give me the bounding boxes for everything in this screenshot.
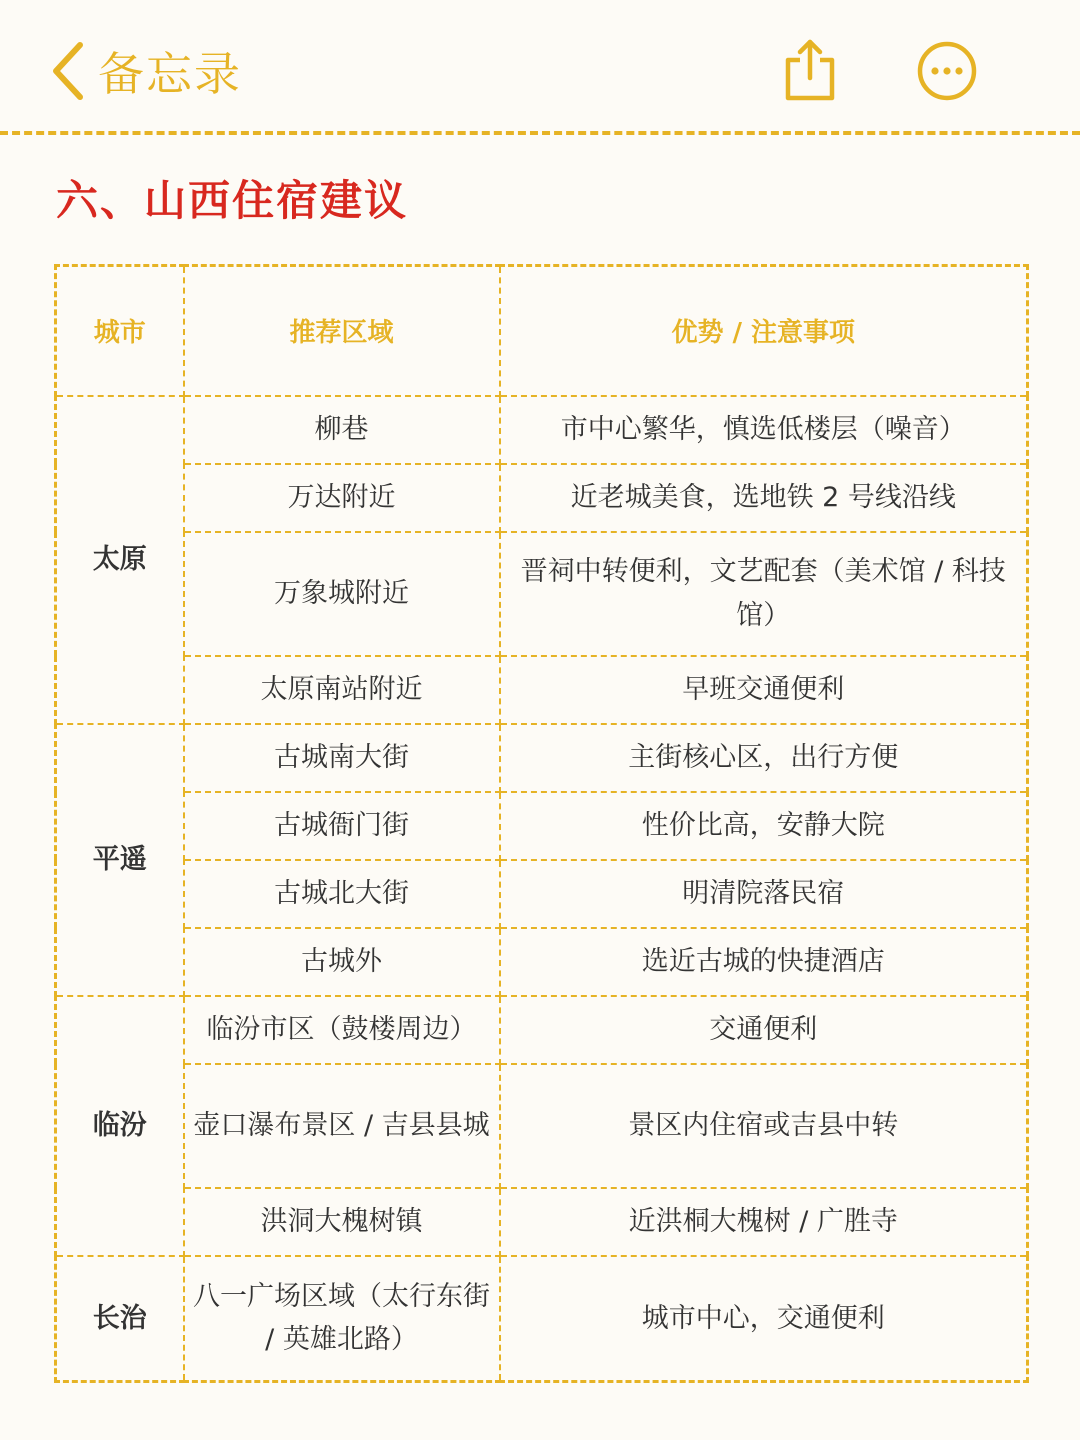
- area-cell: 壶口瀑布景区 / 吉县县城: [184, 1064, 500, 1188]
- lodging-table: [54, 264, 1029, 1383]
- city-cell: 太原: [56, 396, 184, 724]
- area-cell: 太原南站附近: [184, 656, 500, 724]
- note-cell: 交通便利: [500, 996, 1028, 1064]
- note-cell: 晋祠中转便利，文艺配套（美术馆 / 科技馆）: [500, 532, 1028, 656]
- table-row: [56, 1064, 1028, 1188]
- table-header-row: [56, 266, 1028, 396]
- note-cell: 主街核心区，出行方便: [500, 724, 1028, 792]
- table-row: [56, 1256, 1028, 1382]
- area-cell: 万达附近: [184, 464, 500, 532]
- note-cell: 近老城美食，选地铁 2 号线沿线: [500, 464, 1028, 532]
- table-row: [56, 396, 1028, 464]
- area-cell: 古城外: [184, 928, 500, 996]
- area-cell: 洪洞大槐树镇: [184, 1188, 500, 1256]
- table-row: [56, 656, 1028, 724]
- note-cell: 选近古城的快捷酒店: [500, 928, 1028, 996]
- note-cell: 城市中心，交通便利: [500, 1256, 1028, 1382]
- table-row: [56, 724, 1028, 792]
- header-divider: [0, 131, 1080, 135]
- table-row: [56, 1188, 1028, 1256]
- city-cell: 平遥: [56, 724, 184, 996]
- city-cell: 长治: [56, 1256, 184, 1382]
- table-row: [56, 860, 1028, 928]
- more-icon[interactable]: [916, 40, 978, 102]
- area-cell: 八一广场区域（太行东街 / 英雄北路）: [184, 1256, 500, 1382]
- header-notes: 优势 / 注意事项: [500, 266, 1028, 396]
- table-row: [56, 792, 1028, 860]
- note-cell: 近洪桐大槐树 / 广胜寺: [500, 1188, 1028, 1256]
- note-cell: 早班交通便利: [500, 656, 1028, 724]
- nav-bar: [0, 0, 1080, 134]
- header-city: 城市: [56, 266, 184, 396]
- area-cell: 柳巷: [184, 396, 500, 464]
- area-cell: 古城南大街: [184, 724, 500, 792]
- city-cell: 临汾: [56, 996, 184, 1256]
- share-icon[interactable]: [782, 38, 838, 102]
- section-heading: 六、山西住宿建议: [56, 176, 409, 225]
- note-cell: 性价比高，安静大院: [500, 792, 1028, 860]
- area-cell: 古城衙门街: [184, 792, 500, 860]
- area-cell: 万象城附近: [184, 532, 500, 656]
- note-cell: 明清院落民宿: [500, 860, 1028, 928]
- table-row: [56, 996, 1028, 1064]
- back-button[interactable]: [50, 38, 242, 104]
- table-row: [56, 464, 1028, 532]
- chevron-left-icon: [50, 41, 86, 101]
- table-row: [56, 928, 1028, 996]
- header-area: 推荐区域: [184, 266, 500, 396]
- area-cell: 古城北大街: [184, 860, 500, 928]
- note-cell: 景区内住宿或吉县中转: [500, 1064, 1028, 1188]
- area-cell: 临汾市区（鼓楼周边）: [184, 996, 500, 1064]
- table-row: [56, 532, 1028, 656]
- back-label: 备忘录: [98, 47, 242, 101]
- note-cell: 市中心繁华，慎选低楼层（噪音）: [500, 396, 1028, 464]
